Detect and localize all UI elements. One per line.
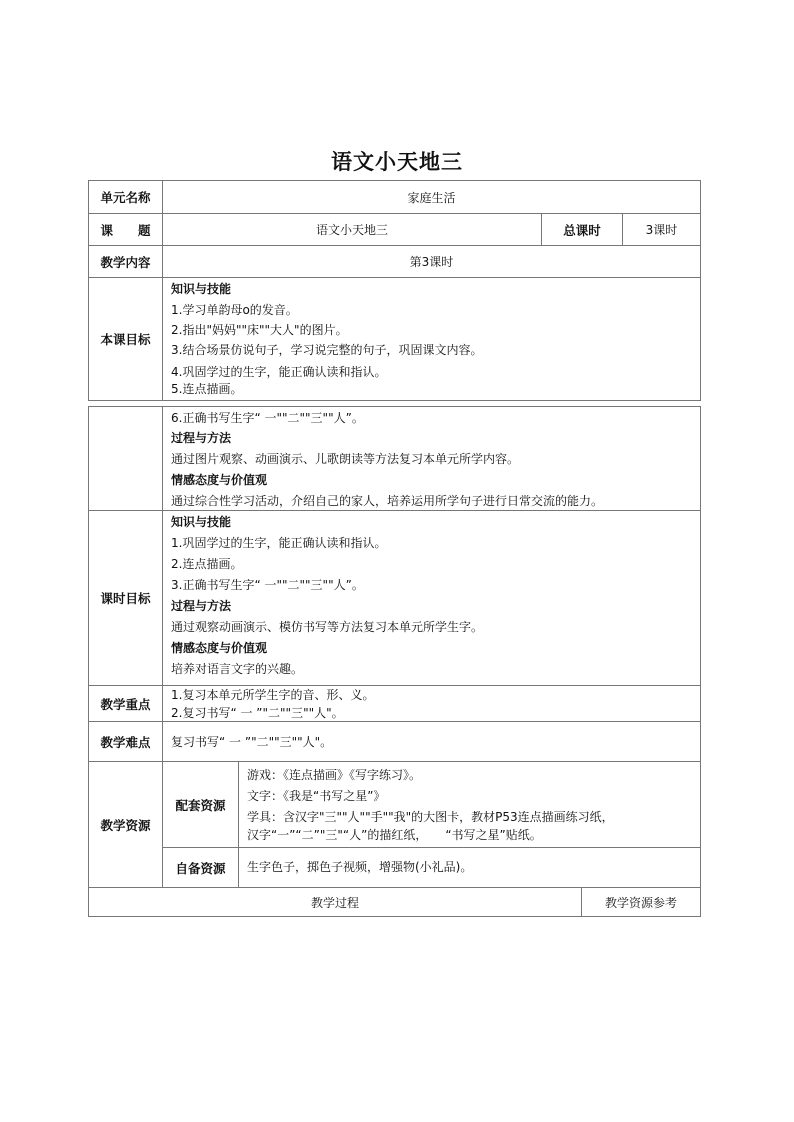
- goal-heading: 情感态度与价值观: [171, 641, 268, 655]
- goal-line: 通过综合性学习活动，介绍自己的家人，培养运用所学句子进行日常交流的能力。: [171, 494, 604, 508]
- period-goals-label: 课时目标: [89, 510, 162, 685]
- matching-resources-content: [238, 761, 700, 847]
- resources-label: 教学资源: [89, 761, 162, 887]
- goal-line: 4.巩固学过的生字，能正确认读和指认。: [171, 365, 387, 379]
- goal-line: 3.正确书写生字“ 一""二""三""人”。: [171, 578, 364, 592]
- goal-heading: 知识与技能: [171, 282, 232, 296]
- lesson-goals-content: [162, 277, 700, 400]
- key-points-content: [162, 685, 700, 721]
- difficulty-content: [162, 721, 700, 761]
- key-points-label: 教学重点: [89, 685, 162, 721]
- goal-line: 通过观察动画演示、模仿书写等方法复习本单元所学生字。: [171, 620, 484, 634]
- resource-line: 文字：《我是“书写之星”》: [247, 789, 386, 803]
- resource-line: 游戏：《连点描画》《写字练习》。: [247, 768, 422, 782]
- goal-heading: 知识与技能: [171, 515, 232, 529]
- goal-line: 1.学习单韵母o的发音。: [171, 303, 298, 317]
- goal-heading: 情感态度与价值观: [171, 473, 268, 487]
- goal-line: 2.指出"妈妈""床""大人"的图片。: [171, 323, 348, 337]
- lesson-value: 语文小天地三: [162, 213, 541, 245]
- period-goals-content: [162, 510, 700, 685]
- goal-heading: 过程与方法: [171, 431, 232, 445]
- unit-label: 单元名称: [100, 190, 151, 205]
- table-part-1: [88, 180, 701, 401]
- table-part-2: [88, 406, 701, 917]
- lesson-goals-label: 本课目标: [89, 277, 162, 400]
- goal-line: 培养对语言文字的兴趣。: [171, 662, 304, 676]
- difficulty-label: 教学难点: [89, 721, 162, 761]
- key-point-line: 2.复习书写“ 一 ”"二""三""人"。: [171, 706, 344, 720]
- unit-value: 家庭生活: [162, 181, 700, 213]
- lesson-goals-content-continued: [162, 407, 700, 510]
- resource-line: 汉字“一”“二”"三"“人”的描红纸， “书写之星”贴纸。: [247, 828, 542, 842]
- matching-resources-label: 配套资源: [162, 761, 238, 847]
- lesson-label: 课 题: [89, 213, 162, 245]
- self-resources-label: 自备资源: [162, 847, 238, 887]
- resource-line: 学具：含汉字"三""人""手""我"的大图卡，教材P53连点描画练习纸，: [247, 810, 614, 824]
- goal-heading: 过程与方法: [171, 599, 232, 613]
- page-title: 语文小天地三: [331, 150, 463, 174]
- goal-line: 3.结合场景仿说句子，学习说完整的句子，巩固课文内容。: [171, 343, 483, 357]
- content-label: 教学内容: [89, 245, 162, 277]
- difficulty-line: 复习书写“ 一 ”"二""三""人"。: [171, 735, 333, 749]
- teaching-process-header: 教学过程: [89, 887, 581, 916]
- key-point-line: 1.复习本单元所学生字的音、形、义。: [171, 688, 375, 702]
- goal-line: 1.巩固学过的生字，能正确认读和指认。: [171, 536, 387, 550]
- goal-line: 2.连点描画。: [171, 557, 243, 571]
- goal-line: 通过图片观察、动画演示、儿歌朗读等方法复习本单元所学内容。: [171, 452, 520, 466]
- lesson-goals-label-continued: [89, 407, 162, 510]
- resource-reference-header: 教学资源参考: [581, 887, 700, 916]
- goal-line: 6.正确书写生字“ 一""二""三""人”。: [171, 411, 364, 425]
- content-value: 第3课时: [162, 245, 700, 277]
- self-resources-content: [238, 847, 700, 887]
- goal-line: 5.连点描画。: [171, 382, 243, 396]
- resource-line: 生字色子，掷色子视频，增强物(小礼品)。: [247, 860, 473, 874]
- total-hours-value: 3课时: [622, 213, 700, 245]
- total-hours-label: 总课时: [541, 213, 622, 245]
